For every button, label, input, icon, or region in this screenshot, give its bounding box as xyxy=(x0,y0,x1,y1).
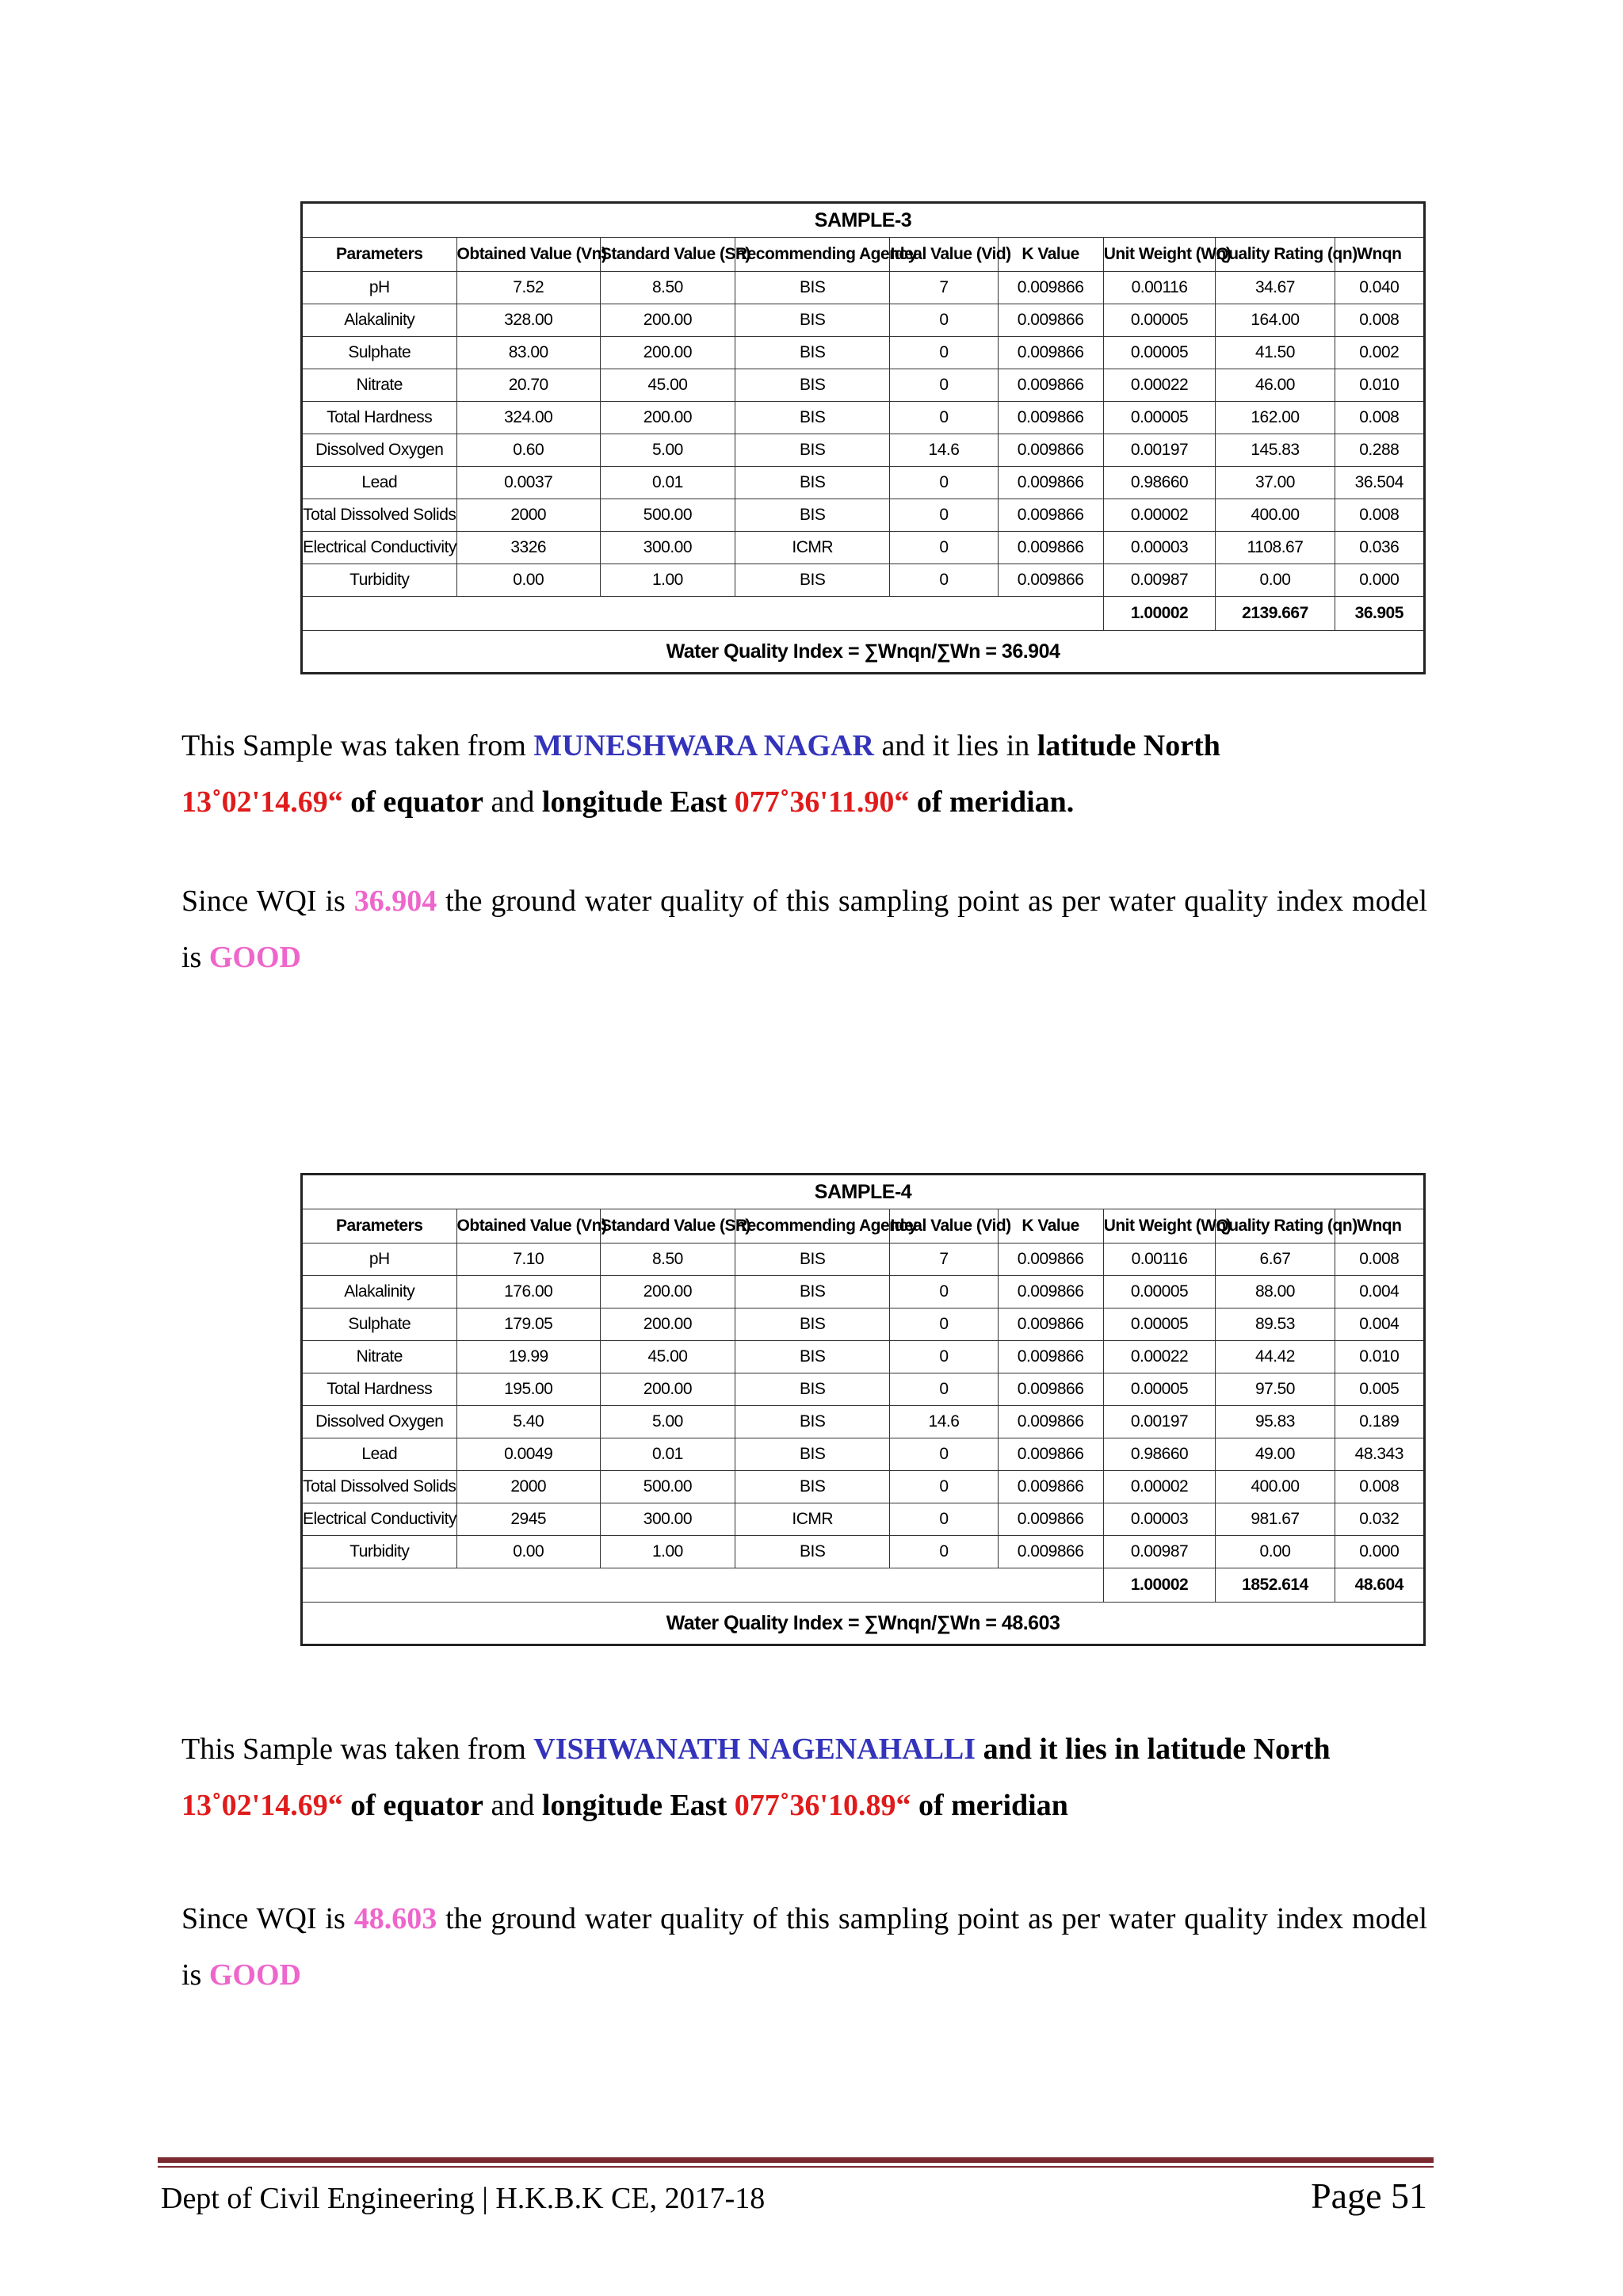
text: Since WQI is xyxy=(181,884,354,918)
table-cell: BIS xyxy=(735,1406,890,1438)
table-cell: 0 xyxy=(890,369,998,402)
parameter-name: Total Dissolved Solids xyxy=(302,1471,457,1503)
parameter-name: pH xyxy=(302,1244,457,1276)
table-cell: 981.67 xyxy=(1216,1503,1335,1536)
parameter-name: Sulphate xyxy=(302,337,457,369)
parameter-name: Nitrate xyxy=(302,369,457,402)
table-cell: 0.009866 xyxy=(998,369,1103,402)
table-cell: 176.00 xyxy=(456,1276,600,1308)
table-cell: 36.504 xyxy=(1335,467,1424,499)
table-title: SAMPLE-4 xyxy=(302,1175,1425,1209)
table-cell: 0.004 xyxy=(1335,1276,1424,1308)
column-header: Recommending Agency xyxy=(735,1209,890,1244)
column-header: Obtained Value (Vn) xyxy=(456,1209,600,1244)
table-cell: 45.00 xyxy=(600,369,735,402)
table-cell: 46.00 xyxy=(1216,369,1335,402)
table-cell: 0.00022 xyxy=(1103,369,1216,402)
total-wnqn: 48.604 xyxy=(1335,1568,1424,1603)
table-body xyxy=(302,1244,1425,1568)
table-cell: 195.00 xyxy=(456,1373,600,1406)
table-cell: 89.53 xyxy=(1216,1308,1335,1341)
table-row xyxy=(302,1536,1425,1568)
table-cell: BIS xyxy=(735,564,890,597)
table-row xyxy=(302,1373,1425,1406)
table-row xyxy=(302,1341,1425,1373)
table-cell: 0.009866 xyxy=(998,1471,1103,1503)
parameter-name: Alakalinity xyxy=(302,1276,457,1308)
parameter-name: Lead xyxy=(302,467,457,499)
table-cell: 0.00003 xyxy=(1103,532,1216,564)
table-cell: 300.00 xyxy=(600,1503,735,1536)
column-header: Parameters xyxy=(302,238,457,272)
longitude-value: 077˚36'11.90“ xyxy=(734,785,910,819)
column-header: Standard Value (Sn) xyxy=(600,1209,735,1244)
table-cell: 0.009866 xyxy=(998,1244,1103,1276)
table-cell: 19.99 xyxy=(456,1341,600,1373)
table-row xyxy=(302,1438,1425,1471)
total-wnqn: 36.905 xyxy=(1335,597,1424,631)
table-cell: 0.008 xyxy=(1335,402,1424,434)
table-cell: 0.040 xyxy=(1335,272,1424,304)
total-quality-rating: 1852.614 xyxy=(1216,1568,1335,1603)
table-cell: BIS xyxy=(735,1471,890,1503)
table-cell: 0.00197 xyxy=(1103,434,1216,467)
longitude-label: longitude East xyxy=(541,1789,727,1822)
table-cell: BIS xyxy=(735,1276,890,1308)
table-cell: 0.032 xyxy=(1335,1503,1424,1536)
text: and xyxy=(483,785,542,819)
table-row xyxy=(302,402,1425,434)
table-cell: 7 xyxy=(890,272,998,304)
table-cell: 0.00116 xyxy=(1103,1244,1216,1276)
table-cell: 0.60 xyxy=(456,434,600,467)
wqi-formula: Water Quality Index = ∑Wnqn/∑Wn = 48.603 xyxy=(302,1603,1425,1645)
sample-3-table-container xyxy=(300,201,1426,674)
table-cell: 0.189 xyxy=(1335,1406,1424,1438)
table-cell: 14.6 xyxy=(890,1406,998,1438)
latitude-label: latitude North xyxy=(1037,729,1220,762)
table-header-row xyxy=(302,1209,1425,1244)
table-cell: 0.00987 xyxy=(1103,564,1216,597)
table-cell: 0.036 xyxy=(1335,532,1424,564)
table-cell: 2000 xyxy=(456,1471,600,1503)
table-cell: 88.00 xyxy=(1216,1276,1335,1308)
totals-spacer xyxy=(302,597,1104,631)
table-cell: 7 xyxy=(890,1244,998,1276)
table-cell: 0.009866 xyxy=(998,1373,1103,1406)
total-unit-weight: 1.00002 xyxy=(1103,597,1216,631)
column-header: Parameters xyxy=(302,1209,457,1244)
parameter-name: Turbidity xyxy=(302,564,457,597)
table-cell: 0.00987 xyxy=(1103,1536,1216,1568)
table-cell: 0.00 xyxy=(456,1536,600,1568)
table-cell: 83.00 xyxy=(456,337,600,369)
table-cell: 0.00022 xyxy=(1103,1341,1216,1373)
table-cell: 5.00 xyxy=(600,434,735,467)
table-cell: 0.00003 xyxy=(1103,1503,1216,1536)
table-cell: 0.009866 xyxy=(998,1341,1103,1373)
column-header: K Value xyxy=(998,1209,1103,1244)
sample-3-table xyxy=(300,201,1426,674)
table-cell: 200.00 xyxy=(600,337,735,369)
table-cell: BIS xyxy=(735,434,890,467)
table-cell: 0.009866 xyxy=(998,1536,1103,1568)
table-cell: 0.008 xyxy=(1335,1244,1424,1276)
parameter-name: Alakalinity xyxy=(302,304,457,337)
quality-grade: GOOD xyxy=(208,941,301,974)
parameter-name: pH xyxy=(302,272,457,304)
table-cell: 0.008 xyxy=(1335,499,1424,532)
sample-3-location-paragraph xyxy=(181,718,1427,831)
table-cell: 20.70 xyxy=(456,369,600,402)
table-cell: 0.00197 xyxy=(1103,1406,1216,1438)
totals-row xyxy=(302,1568,1425,1603)
table-cell: 0.00005 xyxy=(1103,1308,1216,1341)
table-cell: 0.00 xyxy=(1216,564,1335,597)
parameter-name: Total Dissolved Solids xyxy=(302,499,457,532)
table-cell: ICMR xyxy=(735,532,890,564)
table-cell: 0 xyxy=(890,1373,998,1406)
column-header: Ideal Value (Vid) xyxy=(890,1209,998,1244)
column-header: Wnqn xyxy=(1335,238,1424,272)
wqi-value: 48.603 xyxy=(353,1902,437,1935)
table-cell: 8.50 xyxy=(600,272,735,304)
table-row xyxy=(302,1308,1425,1341)
table-row xyxy=(302,564,1425,597)
column-header: Unit Weight (Wn) xyxy=(1103,238,1216,272)
table-cell: 0.010 xyxy=(1335,1341,1424,1373)
table-cell: 45.00 xyxy=(600,1341,735,1373)
sample-4-table-container xyxy=(300,1173,1426,1646)
table-row xyxy=(302,499,1425,532)
table-row xyxy=(302,337,1425,369)
table-cell: 300.00 xyxy=(600,532,735,564)
table-cell: 0.009866 xyxy=(998,564,1103,597)
page-number: Page 51 xyxy=(1311,2176,1427,2216)
table-cell: 44.42 xyxy=(1216,1341,1335,1373)
table-cell: 200.00 xyxy=(600,304,735,337)
sample-4-location-paragraph xyxy=(181,1721,1427,1834)
table-cell: 0 xyxy=(890,564,998,597)
total-quality-rating: 2139.667 xyxy=(1216,597,1335,631)
parameter-name: Lead xyxy=(302,1438,457,1471)
table-cell: 2945 xyxy=(456,1503,600,1536)
table-cell: 0.00002 xyxy=(1103,1471,1216,1503)
text: Since WQI is xyxy=(181,1902,354,1935)
table-row xyxy=(302,1471,1425,1503)
table-cell: BIS xyxy=(735,337,890,369)
table-cell: 145.83 xyxy=(1216,434,1335,467)
table-cell: BIS xyxy=(735,272,890,304)
table-cell: 0.288 xyxy=(1335,434,1424,467)
table-cell: 0.00 xyxy=(456,564,600,597)
table-cell: 0.009866 xyxy=(998,1276,1103,1308)
parameter-name: Total Hardness xyxy=(302,402,457,434)
table-cell: 0.000 xyxy=(1335,1536,1424,1568)
footer-department: Dept of Civil Engineering | H.K.B.K CE, 2017-18 xyxy=(161,2182,766,2215)
table-cell: BIS xyxy=(735,1438,890,1471)
latitude-value: 13˚02'14.69“ xyxy=(181,1789,343,1822)
table-cell: BIS xyxy=(735,1373,890,1406)
table-cell: 500.00 xyxy=(600,499,735,532)
table-cell: 0.009866 xyxy=(998,467,1103,499)
table-cell: 162.00 xyxy=(1216,402,1335,434)
text: This Sample was taken from xyxy=(181,729,534,762)
table-cell: 0.00 xyxy=(1216,1536,1335,1568)
table-cell: 0 xyxy=(890,402,998,434)
text: the ground water quality of this sampling point as per water quality index model is xyxy=(181,1902,1427,1992)
sample-3-wqi-paragraph xyxy=(181,873,1427,986)
text: This Sample was taken from xyxy=(181,1733,534,1766)
table-cell: 400.00 xyxy=(1216,499,1335,532)
table-cell: 500.00 xyxy=(600,1471,735,1503)
table-cell: 0.000 xyxy=(1335,564,1424,597)
table-row xyxy=(302,434,1425,467)
column-header: Obtained Value (Vn) xyxy=(456,238,600,272)
footer-divider xyxy=(158,2157,1434,2163)
table-cell: 6.67 xyxy=(1216,1244,1335,1276)
parameter-name: Dissolved Oxygen xyxy=(302,434,457,467)
table-cell: BIS xyxy=(735,1341,890,1373)
table-cell: 0 xyxy=(890,304,998,337)
table-cell: 0.009866 xyxy=(998,1438,1103,1471)
table-cell: BIS xyxy=(735,402,890,434)
column-header: Quality Rating (qn) xyxy=(1216,238,1335,272)
table-cell: 37.00 xyxy=(1216,467,1335,499)
parameter-name: Dissolved Oxygen xyxy=(302,1406,457,1438)
table-cell: 1.00 xyxy=(600,564,735,597)
text: of equator xyxy=(342,1789,484,1822)
table-cell: 0.00005 xyxy=(1103,1373,1216,1406)
table-cell: 34.67 xyxy=(1216,272,1335,304)
table-cell: 1108.67 xyxy=(1216,532,1335,564)
table-cell: 14.6 xyxy=(890,434,998,467)
sample-4-table xyxy=(300,1173,1426,1646)
sample-4-wqi-paragraph xyxy=(181,1891,1427,2004)
table-cell: 0.009866 xyxy=(998,402,1103,434)
table-header-row xyxy=(302,238,1425,272)
table-row xyxy=(302,1276,1425,1308)
totals-row xyxy=(302,597,1425,631)
text: and it lies in xyxy=(873,729,1037,762)
table-cell: 0 xyxy=(890,1438,998,1471)
table-cell: 0.010 xyxy=(1335,369,1424,402)
table-cell: 0 xyxy=(890,532,998,564)
column-header: Standard Value (Sn) xyxy=(600,238,735,272)
table-cell: BIS xyxy=(735,1536,890,1568)
text: of meridian. xyxy=(909,785,1075,819)
parameter-name: Electrical Conductivity xyxy=(302,1503,457,1536)
table-cell: 0.0037 xyxy=(456,467,600,499)
table-cell: 1.00 xyxy=(600,1536,735,1568)
text: of meridian xyxy=(911,1789,1068,1822)
table-cell: 400.00 xyxy=(1216,1471,1335,1503)
table-cell: 95.83 xyxy=(1216,1406,1335,1438)
table-cell: BIS xyxy=(735,1308,890,1341)
table-cell: 3326 xyxy=(456,532,600,564)
table-cell: 0.009866 xyxy=(998,1503,1103,1536)
wqi-value: 36.904 xyxy=(353,884,437,918)
table-cell: 41.50 xyxy=(1216,337,1335,369)
parameter-name: Turbidity xyxy=(302,1536,457,1568)
quality-grade: GOOD xyxy=(208,1958,301,1992)
table-cell: 200.00 xyxy=(600,1276,735,1308)
table-cell: 5.40 xyxy=(456,1406,600,1438)
table-cell: 0.009866 xyxy=(998,304,1103,337)
column-header: Recommending Agency xyxy=(735,238,890,272)
table-cell: 0.009866 xyxy=(998,532,1103,564)
table-cell: 179.05 xyxy=(456,1308,600,1341)
table-cell: 0.0049 xyxy=(456,1438,600,1471)
table-cell: 8.50 xyxy=(600,1244,735,1276)
table-cell: 0.009866 xyxy=(998,337,1103,369)
footer-divider xyxy=(158,2166,1434,2168)
table-cell: 0.01 xyxy=(600,1438,735,1471)
parameter-name: Nitrate xyxy=(302,1341,457,1373)
table-cell: 0.00005 xyxy=(1103,1276,1216,1308)
table-cell: BIS xyxy=(735,1244,890,1276)
table-cell: 0.00005 xyxy=(1103,304,1216,337)
table-row xyxy=(302,272,1425,304)
table-cell: 0.004 xyxy=(1335,1308,1424,1341)
table-cell: 48.343 xyxy=(1335,1438,1424,1471)
text xyxy=(727,1789,735,1822)
column-header: Wnqn xyxy=(1335,1209,1424,1244)
table-cell: 0.98660 xyxy=(1103,1438,1216,1471)
table-cell: 0 xyxy=(890,499,998,532)
table-cell: 0 xyxy=(890,1503,998,1536)
table-cell: 0.98660 xyxy=(1103,467,1216,499)
table-cell: 0.009866 xyxy=(998,272,1103,304)
table-cell: BIS xyxy=(735,499,890,532)
table-row xyxy=(302,1244,1425,1276)
table-cell: BIS xyxy=(735,467,890,499)
text: of equator xyxy=(342,785,484,819)
table-cell: 200.00 xyxy=(600,1373,735,1406)
table-cell: 0 xyxy=(890,1536,998,1568)
table-body xyxy=(302,272,1425,597)
latitude-label: and it lies in latitude North xyxy=(976,1733,1331,1766)
table-cell: BIS xyxy=(735,369,890,402)
parameter-name: Electrical Conductivity xyxy=(302,532,457,564)
table-cell: 0.002 xyxy=(1335,337,1424,369)
parameter-name: Total Hardness xyxy=(302,1373,457,1406)
wqi-formula: Water Quality Index = ∑Wnqn/∑Wn = 36.904 xyxy=(302,631,1425,674)
table-cell: 0.00116 xyxy=(1103,272,1216,304)
table-row xyxy=(302,369,1425,402)
table-row xyxy=(302,532,1425,564)
table-cell: 0.008 xyxy=(1335,304,1424,337)
table-cell: 0.00005 xyxy=(1103,402,1216,434)
column-header: Ideal Value (Vid) xyxy=(890,238,998,272)
table-cell: 0 xyxy=(890,467,998,499)
table-cell: 5.00 xyxy=(600,1406,735,1438)
table-row xyxy=(302,467,1425,499)
longitude-label: longitude East xyxy=(541,785,727,819)
table-cell: 0.00002 xyxy=(1103,499,1216,532)
table-cell: 0 xyxy=(890,1308,998,1341)
table-cell: 0.005 xyxy=(1335,1373,1424,1406)
table-cell: 7.10 xyxy=(456,1244,600,1276)
table-cell: ICMR xyxy=(735,1503,890,1536)
table-cell: 49.00 xyxy=(1216,1438,1335,1471)
table-cell: 0.008 xyxy=(1335,1471,1424,1503)
total-unit-weight: 1.00002 xyxy=(1103,1568,1216,1603)
totals-spacer xyxy=(302,1568,1104,1603)
table-cell: 200.00 xyxy=(600,1308,735,1341)
table-cell: 7.52 xyxy=(456,272,600,304)
table-cell: 2000 xyxy=(456,499,600,532)
place-name: MUNESHWARA NAGAR xyxy=(533,729,874,762)
table-cell: 0.00005 xyxy=(1103,337,1216,369)
table-row xyxy=(302,304,1425,337)
column-header: Quality Rating (qn) xyxy=(1216,1209,1335,1244)
table-row xyxy=(302,1406,1425,1438)
table-cell: 0.009866 xyxy=(998,1308,1103,1341)
longitude-value: 077˚36'10.89“ xyxy=(734,1789,911,1822)
table-cell: BIS xyxy=(735,304,890,337)
text: the ground water quality of this sampling point as per water quality index model is xyxy=(181,884,1427,974)
table-cell: 0 xyxy=(890,1341,998,1373)
table-cell: 0 xyxy=(890,1471,998,1503)
table-cell: 0.009866 xyxy=(998,1406,1103,1438)
table-cell: 0.01 xyxy=(600,467,735,499)
text: and xyxy=(483,1789,542,1822)
latitude-value: 13˚02'14.69“ xyxy=(181,785,343,819)
table-cell: 0.009866 xyxy=(998,434,1103,467)
table-cell: 164.00 xyxy=(1216,304,1335,337)
place-name: VISHWANATH NAGENAHALLI xyxy=(533,1733,976,1766)
table-cell: 0 xyxy=(890,1276,998,1308)
column-header: Unit Weight (Wn) xyxy=(1103,1209,1216,1244)
table-cell: 200.00 xyxy=(600,402,735,434)
table-cell: 324.00 xyxy=(456,402,600,434)
table-cell: 97.50 xyxy=(1216,1373,1335,1406)
parameter-name: Sulphate xyxy=(302,1308,457,1341)
column-header: K Value xyxy=(998,238,1103,272)
table-title: SAMPLE-3 xyxy=(302,203,1425,238)
table-cell: 328.00 xyxy=(456,304,600,337)
table-cell: 0.009866 xyxy=(998,499,1103,532)
table-cell: 0 xyxy=(890,337,998,369)
table-row xyxy=(302,1503,1425,1536)
text xyxy=(727,785,735,819)
